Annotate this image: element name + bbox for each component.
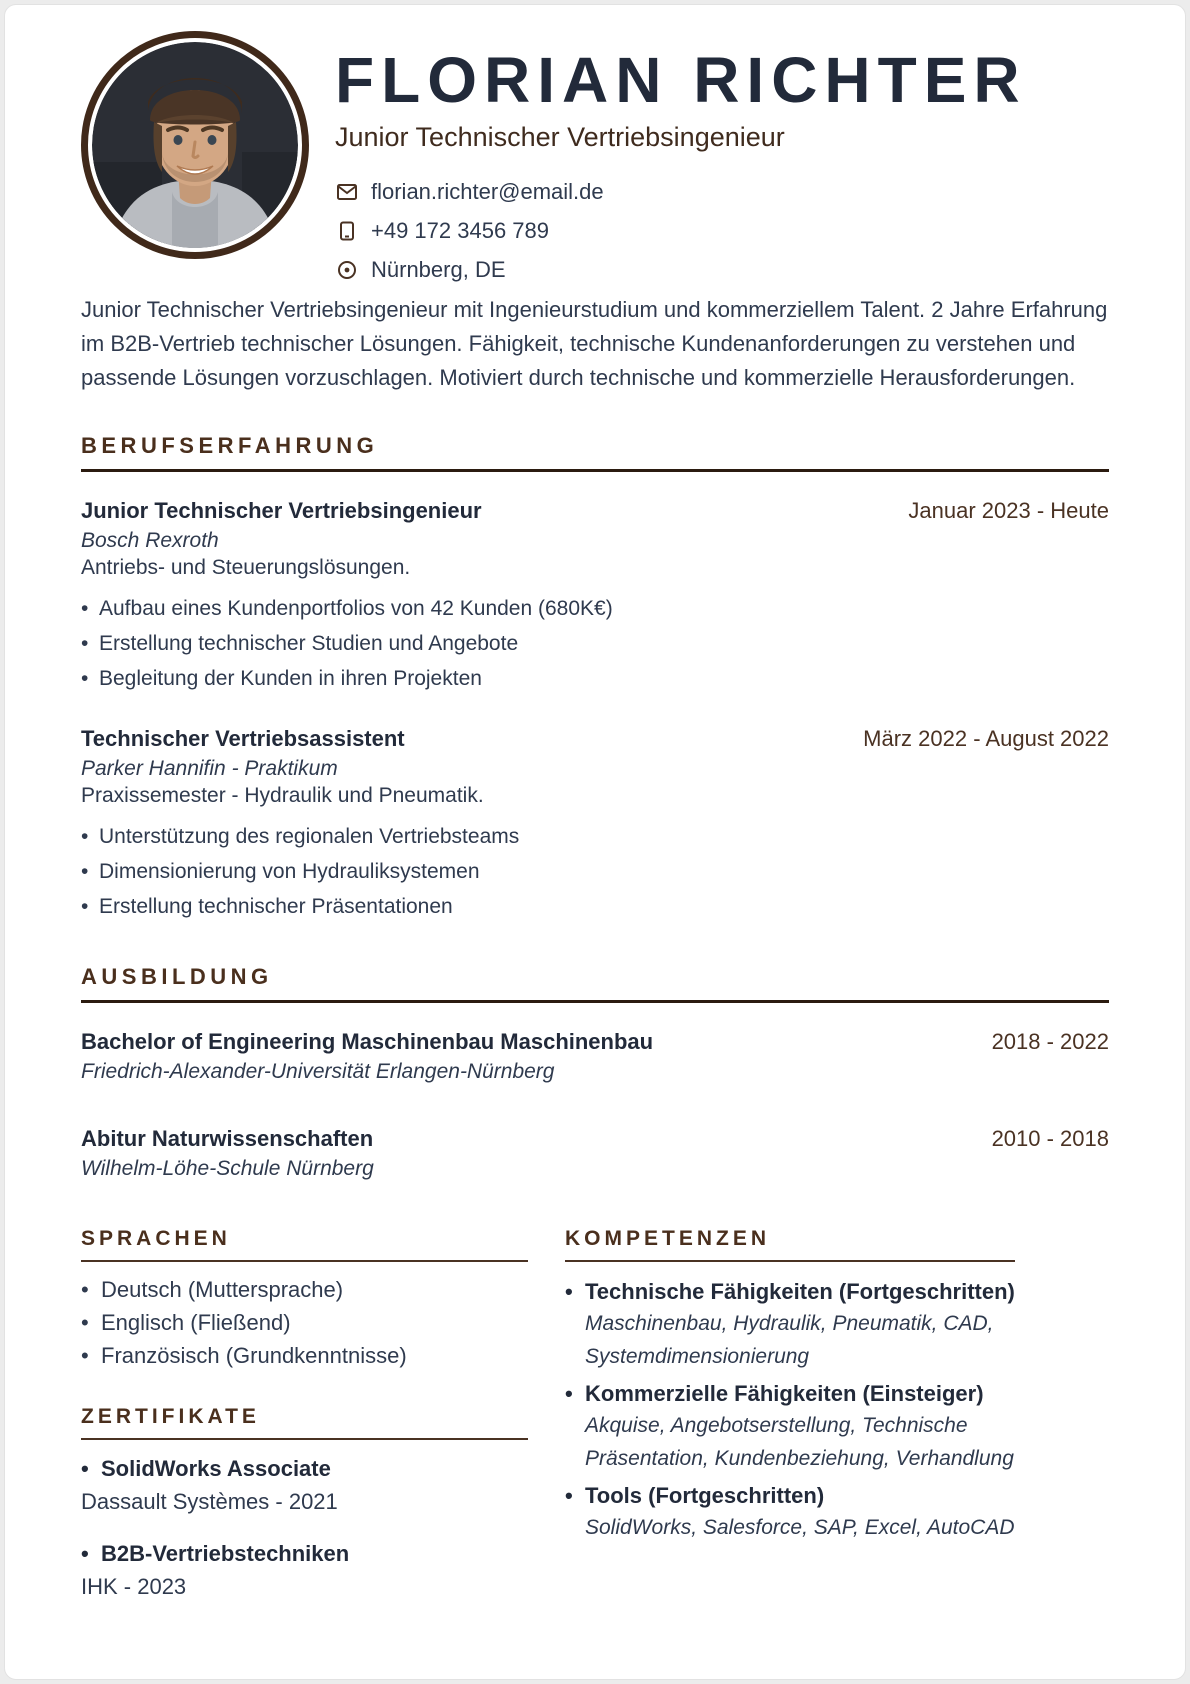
language-item: • Englisch (Fließend) bbox=[81, 1310, 528, 1336]
contact-email-value: florian.richter@email.de bbox=[371, 179, 604, 205]
section-languages bbox=[81, 1227, 528, 1369]
section-skills bbox=[565, 1227, 1015, 1544]
certificate-entry bbox=[81, 1541, 528, 1600]
section-title-skills: KOMPETENZEN bbox=[565, 1227, 1015, 1262]
section-experience bbox=[81, 433, 1109, 920]
highlight-item: • Dimensionierung von Hydrauliksystemen bbox=[81, 859, 1109, 885]
job-description: Antriebs- und Steuerungslösungen. bbox=[81, 556, 411, 580]
education-entry bbox=[81, 1126, 1109, 1181]
job-date: Januar 2023 - Heute bbox=[908, 498, 1109, 524]
school-name: Friedrich-Alexander-Universität Erlangen-Nürnberg bbox=[81, 1060, 555, 1084]
contact-phone bbox=[335, 218, 1027, 244]
envelope-icon bbox=[335, 180, 359, 204]
profile-summary: Junior Technischer Vertriebsingenieur mit Ingenieurstudium und kommerziellem Talent. 2 Jahre Erfahrung im B2B-Vertrieb technischer Lösungen. Fähigkeit, technische Kundenanforderungen zu verstehen und passende Lösungen vorzuschlagen. Motiviert durch technische und kommerzielle Herausforderungen. bbox=[81, 297, 1108, 391]
section-title-education: AUSBILDUNG bbox=[81, 964, 1109, 1003]
skill-entry bbox=[565, 1481, 1015, 1544]
certificate-issuer: IHK - 2023 bbox=[81, 1574, 187, 1600]
candidate-name: FLORIAN RICHTER bbox=[335, 44, 1027, 116]
resume-page bbox=[4, 4, 1186, 1680]
section-title-experience: BERUFSERFAHRUNG bbox=[81, 433, 1109, 472]
school-name: Wilhelm-Löhe-Schule Nürnberg bbox=[81, 1157, 374, 1181]
avatar bbox=[81, 31, 309, 259]
left-column bbox=[81, 1227, 528, 1600]
map-pin-icon bbox=[335, 258, 359, 282]
skill-details: SolidWorks, Salesforce, SAP, Excel, AutoCAD bbox=[585, 1516, 1015, 1540]
certificate-issuer: Dassault Systèmes - 2021 bbox=[81, 1489, 338, 1515]
degree-date: 2018 - 2022 bbox=[991, 1029, 1109, 1055]
job-title: Technischer Vertriebsassistent bbox=[81, 726, 405, 752]
contact-phone-value: +49 172 3456 789 bbox=[371, 218, 550, 244]
bottom-columns bbox=[81, 1227, 1109, 1600]
job-date: März 2022 - August 2022 bbox=[863, 726, 1109, 752]
skill-entry bbox=[565, 1277, 1015, 1373]
job-highlights bbox=[81, 824, 1109, 920]
degree-title: Bachelor of Engineering Maschinenbau Maschinenbau bbox=[81, 1029, 654, 1055]
contact-list bbox=[335, 179, 1027, 283]
skill-name: • Technische Fähigkeiten (Fortgeschritten) bbox=[565, 1277, 1015, 1307]
job-company: Bosch Rexroth bbox=[81, 529, 219, 553]
header-text bbox=[335, 31, 1027, 283]
contact-location bbox=[335, 257, 1027, 283]
skill-details: Maschinenbau, Hydraulik, Pneumatik, CAD, Systemdimensionierung bbox=[585, 1312, 994, 1369]
skill-name: • Tools (Fortgeschritten) bbox=[565, 1481, 1015, 1511]
language-item: • Deutsch (Muttersprache) bbox=[81, 1277, 528, 1303]
experience-entry bbox=[81, 498, 1109, 692]
contact-email bbox=[335, 179, 1027, 205]
mobile-phone-icon bbox=[335, 219, 359, 243]
section-title-certificates: ZERTIFIKATE bbox=[81, 1405, 528, 1440]
section-education bbox=[81, 964, 1109, 1181]
skill-entry bbox=[565, 1379, 1015, 1475]
avatar-photo bbox=[92, 42, 298, 248]
job-title: Junior Technischer Vertriebsingenieur bbox=[81, 498, 482, 524]
contact-location-value: Nürnberg, DE bbox=[371, 257, 506, 283]
header bbox=[81, 31, 1109, 283]
skill-details: Akquise, Angebotserstellung, Technische Präsentation, Kundenbeziehung, Verhandlung bbox=[585, 1414, 1014, 1471]
language-list bbox=[81, 1277, 528, 1369]
degree-title: Abitur Naturwissenschaften bbox=[81, 1126, 374, 1152]
right-column bbox=[565, 1227, 1015, 1600]
highlight-item: • Erstellung technischer Studien und Angebote bbox=[81, 631, 1109, 657]
education-entry bbox=[81, 1029, 1109, 1084]
job-company: Parker Hannifin - Praktikum bbox=[81, 757, 338, 781]
certificate-name: • SolidWorks Associate bbox=[81, 1456, 528, 1482]
highlight-item: • Unterstützung des regionalen Vertriebsteams bbox=[81, 824, 1109, 850]
certificate-entry bbox=[81, 1456, 528, 1515]
job-description: Praxissemester - Hydraulik und Pneumatik. bbox=[81, 784, 484, 808]
skill-name: • Kommerzielle Fähigkeiten (Einsteiger) bbox=[565, 1379, 1015, 1409]
skill-list bbox=[565, 1277, 1015, 1544]
section-title-languages: SPRACHEN bbox=[81, 1227, 528, 1262]
section-certificates bbox=[81, 1405, 528, 1600]
experience-entry bbox=[81, 726, 1109, 920]
job-highlights bbox=[81, 596, 1109, 692]
highlight-item: • Begleitung der Kunden in ihren Projekten bbox=[81, 666, 1109, 692]
candidate-title: Junior Technischer Vertriebsingenieur bbox=[335, 122, 785, 153]
degree-date: 2010 - 2018 bbox=[991, 1126, 1109, 1152]
highlight-item: • Aufbau eines Kundenportfolios von 42 Kunden (680K€) bbox=[81, 596, 1109, 622]
language-item: • Französisch (Grundkenntnisse) bbox=[81, 1343, 528, 1369]
certificate-name: • B2B-Vertriebstechniken bbox=[81, 1541, 528, 1567]
highlight-item: • Erstellung technischer Präsentationen bbox=[81, 894, 1109, 920]
